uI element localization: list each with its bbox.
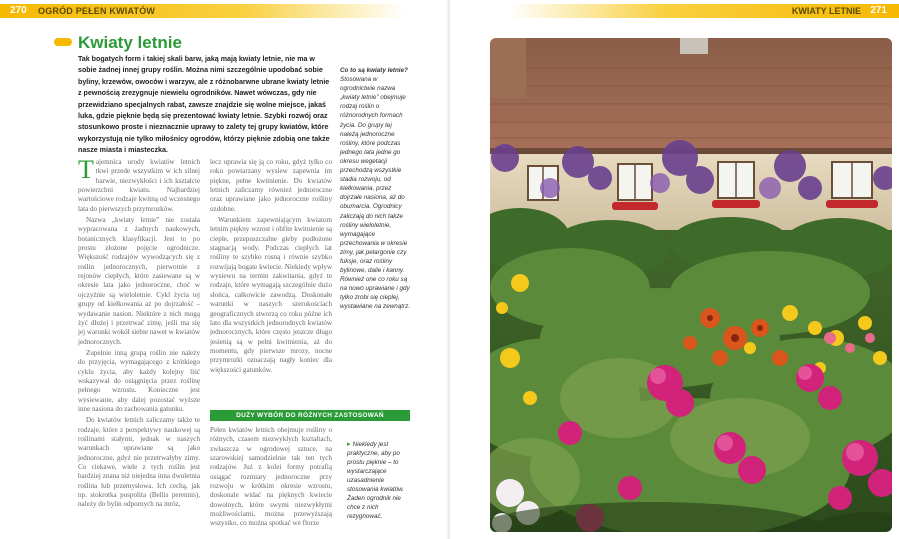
body-column-2-continued bbox=[210, 426, 332, 534]
caption-text: Niekiedy jest praktyczne, aby po prostu pięknie – to wystarczające uzasadnienie stosowania kwiatów. Żaden ogrodnik nie chce z nich rezygnować. bbox=[347, 441, 405, 520]
body-paragraph: Tajemnica urody kwiatów letnich tkwi przede wszystkim w ich silnej barwie, niezwykłości i ich kształcie powierzchni kwiatu. Najbardziej wartościowe rodzaje kwitną od wczesnego lata do pierwszych przymrozków. bbox=[78, 155, 200, 213]
page-number: 271 bbox=[870, 5, 887, 16]
running-head: KWIATY LETNIE bbox=[791, 6, 861, 16]
running-head: OGRÓD PEŁEN KWIATÓW bbox=[38, 6, 156, 16]
side-note-heading: Co to są kwiaty letnie? bbox=[340, 67, 408, 74]
section-marker-icon bbox=[54, 38, 72, 46]
lead-paragraph: Tak bogatych form i takiej skali barw, jaką mają kwiaty letnie, nie ma w sobie żadnej innej grupy roślin. Można nimi szczególnie upodobać sobie byliny, krzewów, owoców i warzyw, ale z różnobarwne ubrane kwiaty letnie z pewnością zrezygnuje niewielu ogrodników. Nawet wówczas, gdy nie przewidziano specjalnych rabat, zawsze znajdzie się wolne miejsce, jakaś luka, gdzie pięknie będą się prezentować kwiaty letnie. Szybki rozwój oraz stosunkowo proste i nieznacznie uprawy to zalety tej grupy kwiatów, które wykorzystują nie tylko miłośnicy ogrodów, którzy pięknie zdobią one także nasze miasta i miasteczka. bbox=[78, 55, 330, 155]
body-paragraph: lecz uprawia się ją co roku, gdyż tylko co roku powtarzany wysiew zapewnia im piękne, pełne kwitnienie. Do kwiatów letnich zaliczamy również jednoroczne oraz uprawiane jako jednoroczne rośliny ozdobne. bbox=[210, 158, 332, 213]
body-column-1 bbox=[78, 155, 200, 512]
body-paragraph: Warunkiem zapewniającym kwiatom letnim piękny wzrost i obfite kwitnienie są ciepłe, przepuszczalne gleby podłożone stagnacją wody. Podczas ciepłych lat rośliny te szybko rosną i równie szybko rozwijają bogate kwiecie. Niekiedy wpływ wysiewu na termin zakwitania, gdyż te rodzaje, które wymagają szczególnie dużo słońca, całkowicie zawodzą. Doskonałe warunki w naszych szerokościach geograficznych stworzą co roku późne ich lato dla wszystkich jednorodnych kwiatów jednorocznych, które często jeszcze długo jesienią są w pełni kwitnienia, aż do momentu, gdy pierwsze mrozy, nocne przymrozki oznaczają nagły koniec dla większości gatunków. bbox=[210, 216, 332, 374]
caption-arrow-icon: ▸ bbox=[347, 441, 351, 448]
body-paragraph: Do kwiatów letnich zaliczamy także te rodzaje, które z perspektywy naukowej są roślinami stałymi, jednak w naszych warunkach uprawiane są jako jednoroczne, gdyż nie przetrwałyby zimy. Co ciekawe, wiele z tych roślin jest bardziej znana niż niejedna inna dwuletnia roślina lub przemysłowa. Ich cechą, jak np. stokrotka pospolita (Bellis perennis), należy do bylin odpornych na mróz, bbox=[78, 416, 200, 509]
subsection-label: DUŻY WYBÓR DO RÓŻNYCH ZASTOSOWAŃ bbox=[210, 410, 410, 421]
garden-photo-image bbox=[490, 38, 892, 532]
section-title: Kwiaty letnie bbox=[78, 33, 182, 52]
body-paragraph: Nazwa „kwiaty letnie” nie została wypracowana z żadnych naukowych, botanicznych klasyfikacji. Jest to po prostu złożone pojęcie ogrodnicze. Większość rodzajów wywodzących się z roślin jednorocznych, pierwotnie z rejonów ciepłych, które zasiewane są w okresie lata jako jednoroczne, choć w ojczyźnie są wieloletnie. Cykl życia tej grupy od kiełkowania aż po dojrzałość – wydawanie nasion. Niektóre z nich mogą żyć dłużej i przetrwać zimę, jeśli ma się jej warunki wokół siebie nawet w kwiatów jednorocznych. bbox=[78, 216, 200, 346]
garden-photo bbox=[490, 38, 892, 532]
drop-cap: T bbox=[78, 155, 94, 184]
page-number: 270 bbox=[10, 5, 27, 16]
side-note bbox=[340, 66, 412, 312]
side-note-text: Stosowana w ogrodnictwie nazwa „kwiaty letnie” obejmuje rodzaj roślin o różnorodnych formach życia. Do grupy tej należą jednoroczne rośliny, które podczas jednego lata jedne go okresu wegetacji przechodzą wszystkie stadia rozwoju, od kiełkowania, przez dojrzałe nasiona, aż do obumarcia. Ogrodnicy zaliczają do nich także rośliny wieloletnie, wymagające przechowania w okresie zimy, jak pelargonie czy fuksje, oraz rośliny bylinowe, dalie i kanny. Również one co roku są na nowo uprawiane i gdy tylko zrobi się cieplej, wystawiane na zewnątrz. bbox=[340, 76, 410, 311]
body-column-2 bbox=[210, 158, 332, 403]
photo-caption bbox=[347, 440, 415, 521]
body-paragraph: Pełen kwiatów letnich obejmuje rośliny o różnych, czasem niezwykłych kształtach, zwłaszcza w ogrodowej sztuce, na szarowskiej samodzielnie tak ten tych rodzajów. Już z kolei formy potrafią osiągać rozmiary jednoroczne przy rozwoju w krótkim okresie wzrostu, doskonale widać na pięknych kwiecie dowolnych, które swymi niezwykłymi możliwościami, można przewyższają wszystko, co można spotkać we florze bbox=[210, 426, 332, 528]
left-page bbox=[0, 0, 449, 539]
body-paragraph: Zupełnie inną grupą roślin nie należy do przyjęcia, wymagającego z krótkiego cyklu życia, aby każdy kolejny liść wskazywał do osiągnięcia przez roślinę pełnego wzrostu. Konieczne jest wysiewanie, aby dalej pozostać wyższe inne nasiona do zachowania gatunku. bbox=[78, 348, 200, 413]
